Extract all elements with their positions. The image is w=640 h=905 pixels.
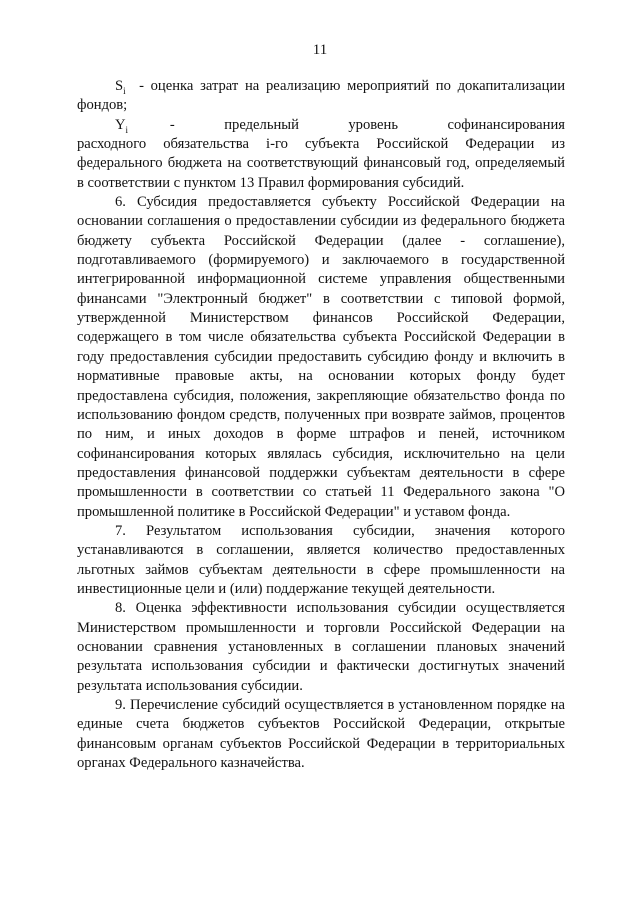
definition-text: - предельный уровень софинансирования расходного: [77, 116, 565, 153]
paragraph-6: 6. Субсидия предоставляется субъекту Российской Федерации на основании соглашения о предоставлении субсидии из федерального бюджета бюджету субъекта Российской Федерации (далее - соглашение), подготавливаемого (формируемого) и заключаемого в государственной интегрированной информационной системе управления общественными финансами "Электронный бюджет" в соответствии с типовой формой, утвержденной Министерством финансов Российской Федерации, содержащего в том числе обязательства субъекта Российской Федерации в году предоставления субсидии предоставить субсидию фонду и включить в нормативные правовые акты, на основании которых фонду будет предоставлена субсидия, положения, закрепляющие обязательство фонда по использованию фондом средств, полученных при возврате займов, процентов по ним, и иных доходов в форме штрафов и пеней, источником софинансирования которых являлась субсидия, исключительно на цели предоставления финансовой поддержки субъектам деятельности в сфере промышленности в соответствии со статьей 11 Федерального закона "О промышленной политике в Российской Федерации" и уставом фонда.: [77, 194, 565, 520]
paragraph-9: 9. Перечисление субсидий осуществляется в установленном порядке на единые счета бюджетов субъектов Российской Федерации, открытые финансовым органам субъектов Российской Федерации в территориальных органах Федерального казначейства.: [77, 697, 565, 772]
document-body: [77, 77, 565, 773]
definition-s: [77, 77, 565, 116]
paragraph-8: 8. Оценка эффективности использования субсидии осуществляется Министерством промышленности и торговли Российской Федерации на основании сравнения установленных в соглашении плановых значений результата использования субсидии и фактически достигнутых значений результата использования субсидии.: [77, 600, 565, 694]
variable-symbol: $Y_i$: [115, 116, 129, 135]
definition-continuation: фондов;: [77, 97, 128, 114]
definition-text: - оценка затрат на реализацию мероприятий по докапитализации: [139, 78, 565, 94]
definition-continuation: обязательства i-го субъекта Российской Федерации из федерального бюджета на соответствующий финансовый год, определяемый в соответствии с пунктом 13 Правил формирования субсидий.: [77, 136, 565, 191]
variable-symbol: $S_i$: [115, 78, 126, 96]
paragraph-7: 7. Результатом использования субсидии, значения которого устанавливаются в соглашении, является количество предоставленных льготных займов субъектам деятельности в сфере промышленности на инвестиционные цели и (или) поддержание текущей деятельности.: [77, 522, 565, 597]
page-number: 11: [312, 42, 328, 58]
definition-y: [77, 116, 565, 193]
